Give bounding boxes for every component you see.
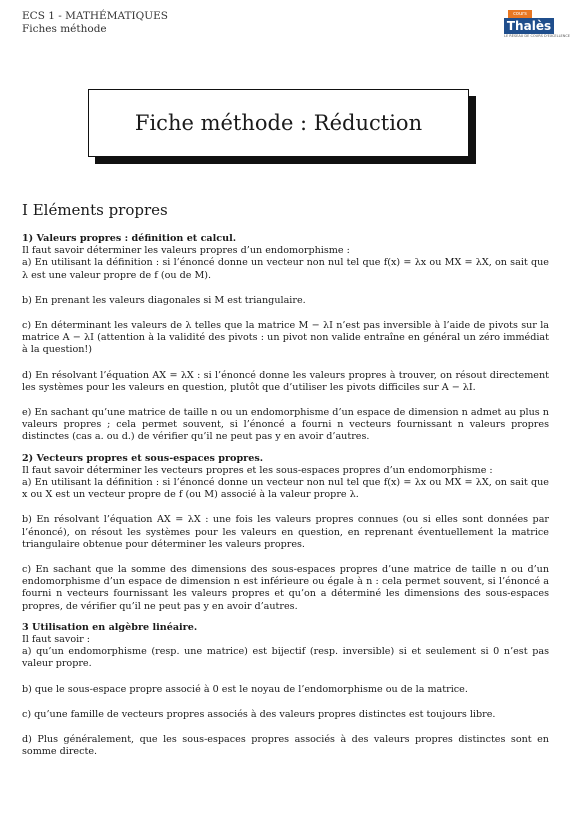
course-name: ECS 1 - MATHÉMATIQUES	[22, 10, 168, 22]
paragraph: Il faut savoir déterminer les vecteurs propres et les sous-espaces propres d’un endomorphisme :	[22, 464, 493, 476]
paragraph: c) qu’une famille de vecteurs propres associés à des valeurs propres distinctes est toujours libre.	[22, 708, 496, 720]
paragraph-block	[22, 465, 549, 502]
logo-sub-text: LE RÉSEAU DE COURS D'EXCELLENCE	[504, 34, 571, 38]
paragraph: e) En sachant qu’une matrice de taille n ou un endomorphisme d’un espace de dimension n admet au plus n valeurs propres ; cela permet souvent, si l’énoncé a fourni n vecteurs fournissant n valeurs propres distinctes (cas a. ou d.) de vérifier qu’il ne peut pas y en avoir d’autres.	[22, 407, 549, 443]
paragraph: b) En prenant les valeurs diagonales si M est triangulaire.	[22, 294, 306, 306]
document-content	[22, 201, 549, 759]
paragraph: Il faut savoir :	[22, 634, 91, 646]
paragraph: Il faut savoir déterminer les valeurs propres d’un endomorphisme :	[22, 245, 350, 257]
subsection-title: 2) Vecteurs propres et sous-espaces propres.	[22, 452, 264, 464]
subsection-title: 1) Valeurs propres : définition et calcul.	[22, 233, 237, 244]
header-subtitle: Fiches méthode	[22, 23, 107, 35]
paragraph: b) En résolvant l’équation AX = λX : une fois les valeurs propres connues (ou si elles sont données par l’énoncé), on résout les systèmes pour les valeurs en question, en reprenant éventuellement la matrice triangulaire obtenue pour déterminer les valeurs propres.	[22, 514, 549, 550]
subsection-1	[22, 233, 549, 444]
logo-top-text: cours	[508, 10, 532, 18]
paragraph: a) qu’un endomorphisme (resp. une matrice) est bijectif (resp. inversible) si et seulement si 0 n’est pas valeur propre.	[22, 646, 549, 670]
paragraph-block	[22, 245, 549, 282]
page-header	[22, 10, 168, 36]
page-title: Fiche méthode : Réduction	[134, 111, 423, 135]
paragraph: c) En sachant que la somme des dimensions des sous-espaces propres d’une matrice de taille n ou d’un endomorphisme d’un espace de dimension n est inférieure ou égale à n : cela permet souvent, si l’énoncé a fourni n vecteurs fournissant les valeurs propres et qu’on a déterminé les dimensions des sous-espaces propres, de vérifier qu’il ne peut pas y en avoir d’autres.	[22, 564, 549, 612]
paragraph: a) En utilisant la définition : si l’énoncé donne un vecteur non nul tel que f(x) = λx ou MX = λX, on sait que λ est une valeur propre de f (ou de M).	[22, 257, 549, 281]
paragraph: d) Plus généralement, que les sous-espaces propres associés à des valeurs propres distinctes sont en somme directe.	[22, 734, 549, 758]
title-box	[88, 89, 469, 157]
paragraph: d) En résolvant l’équation AX = λX : si l’énoncé donne les valeurs propres à trouver, on résout directement les systèmes pour les valeurs en question, plutôt que d’utiliser les pivots difficiles sur A − λI.	[22, 369, 549, 393]
section-title: I Eléments propres	[22, 201, 168, 219]
thales-logo	[504, 10, 571, 40]
paragraph: b) que le sous-espace propre associé à 0 est le noyau de l’endomorphisme ou de la matrice.	[22, 683, 468, 695]
subsection-2	[22, 453, 549, 613]
subsection-3	[22, 622, 549, 759]
logo-main-text: Thalès	[504, 18, 554, 34]
paragraph: a) En utilisant la définition : si l’énoncé donne un vecteur non nul tel que f(x) = λx ou MX = λX, on sait que x ou X est un vecteur propre de f (ou M) associé à la valeur propre λ.	[22, 477, 549, 501]
paragraph: c) En déterminant les valeurs de λ telles que la matrice M − λI n’est pas inversible à l’aide de pivots sur la matrice A − λI (attention à la validité des pivots : un pivot non valide entraîne en général un zéro immédiat à la question!)	[22, 320, 549, 356]
subsection-title: 3 Utilisation en algèbre linéaire.	[22, 621, 198, 633]
paragraph-block	[22, 634, 549, 671]
